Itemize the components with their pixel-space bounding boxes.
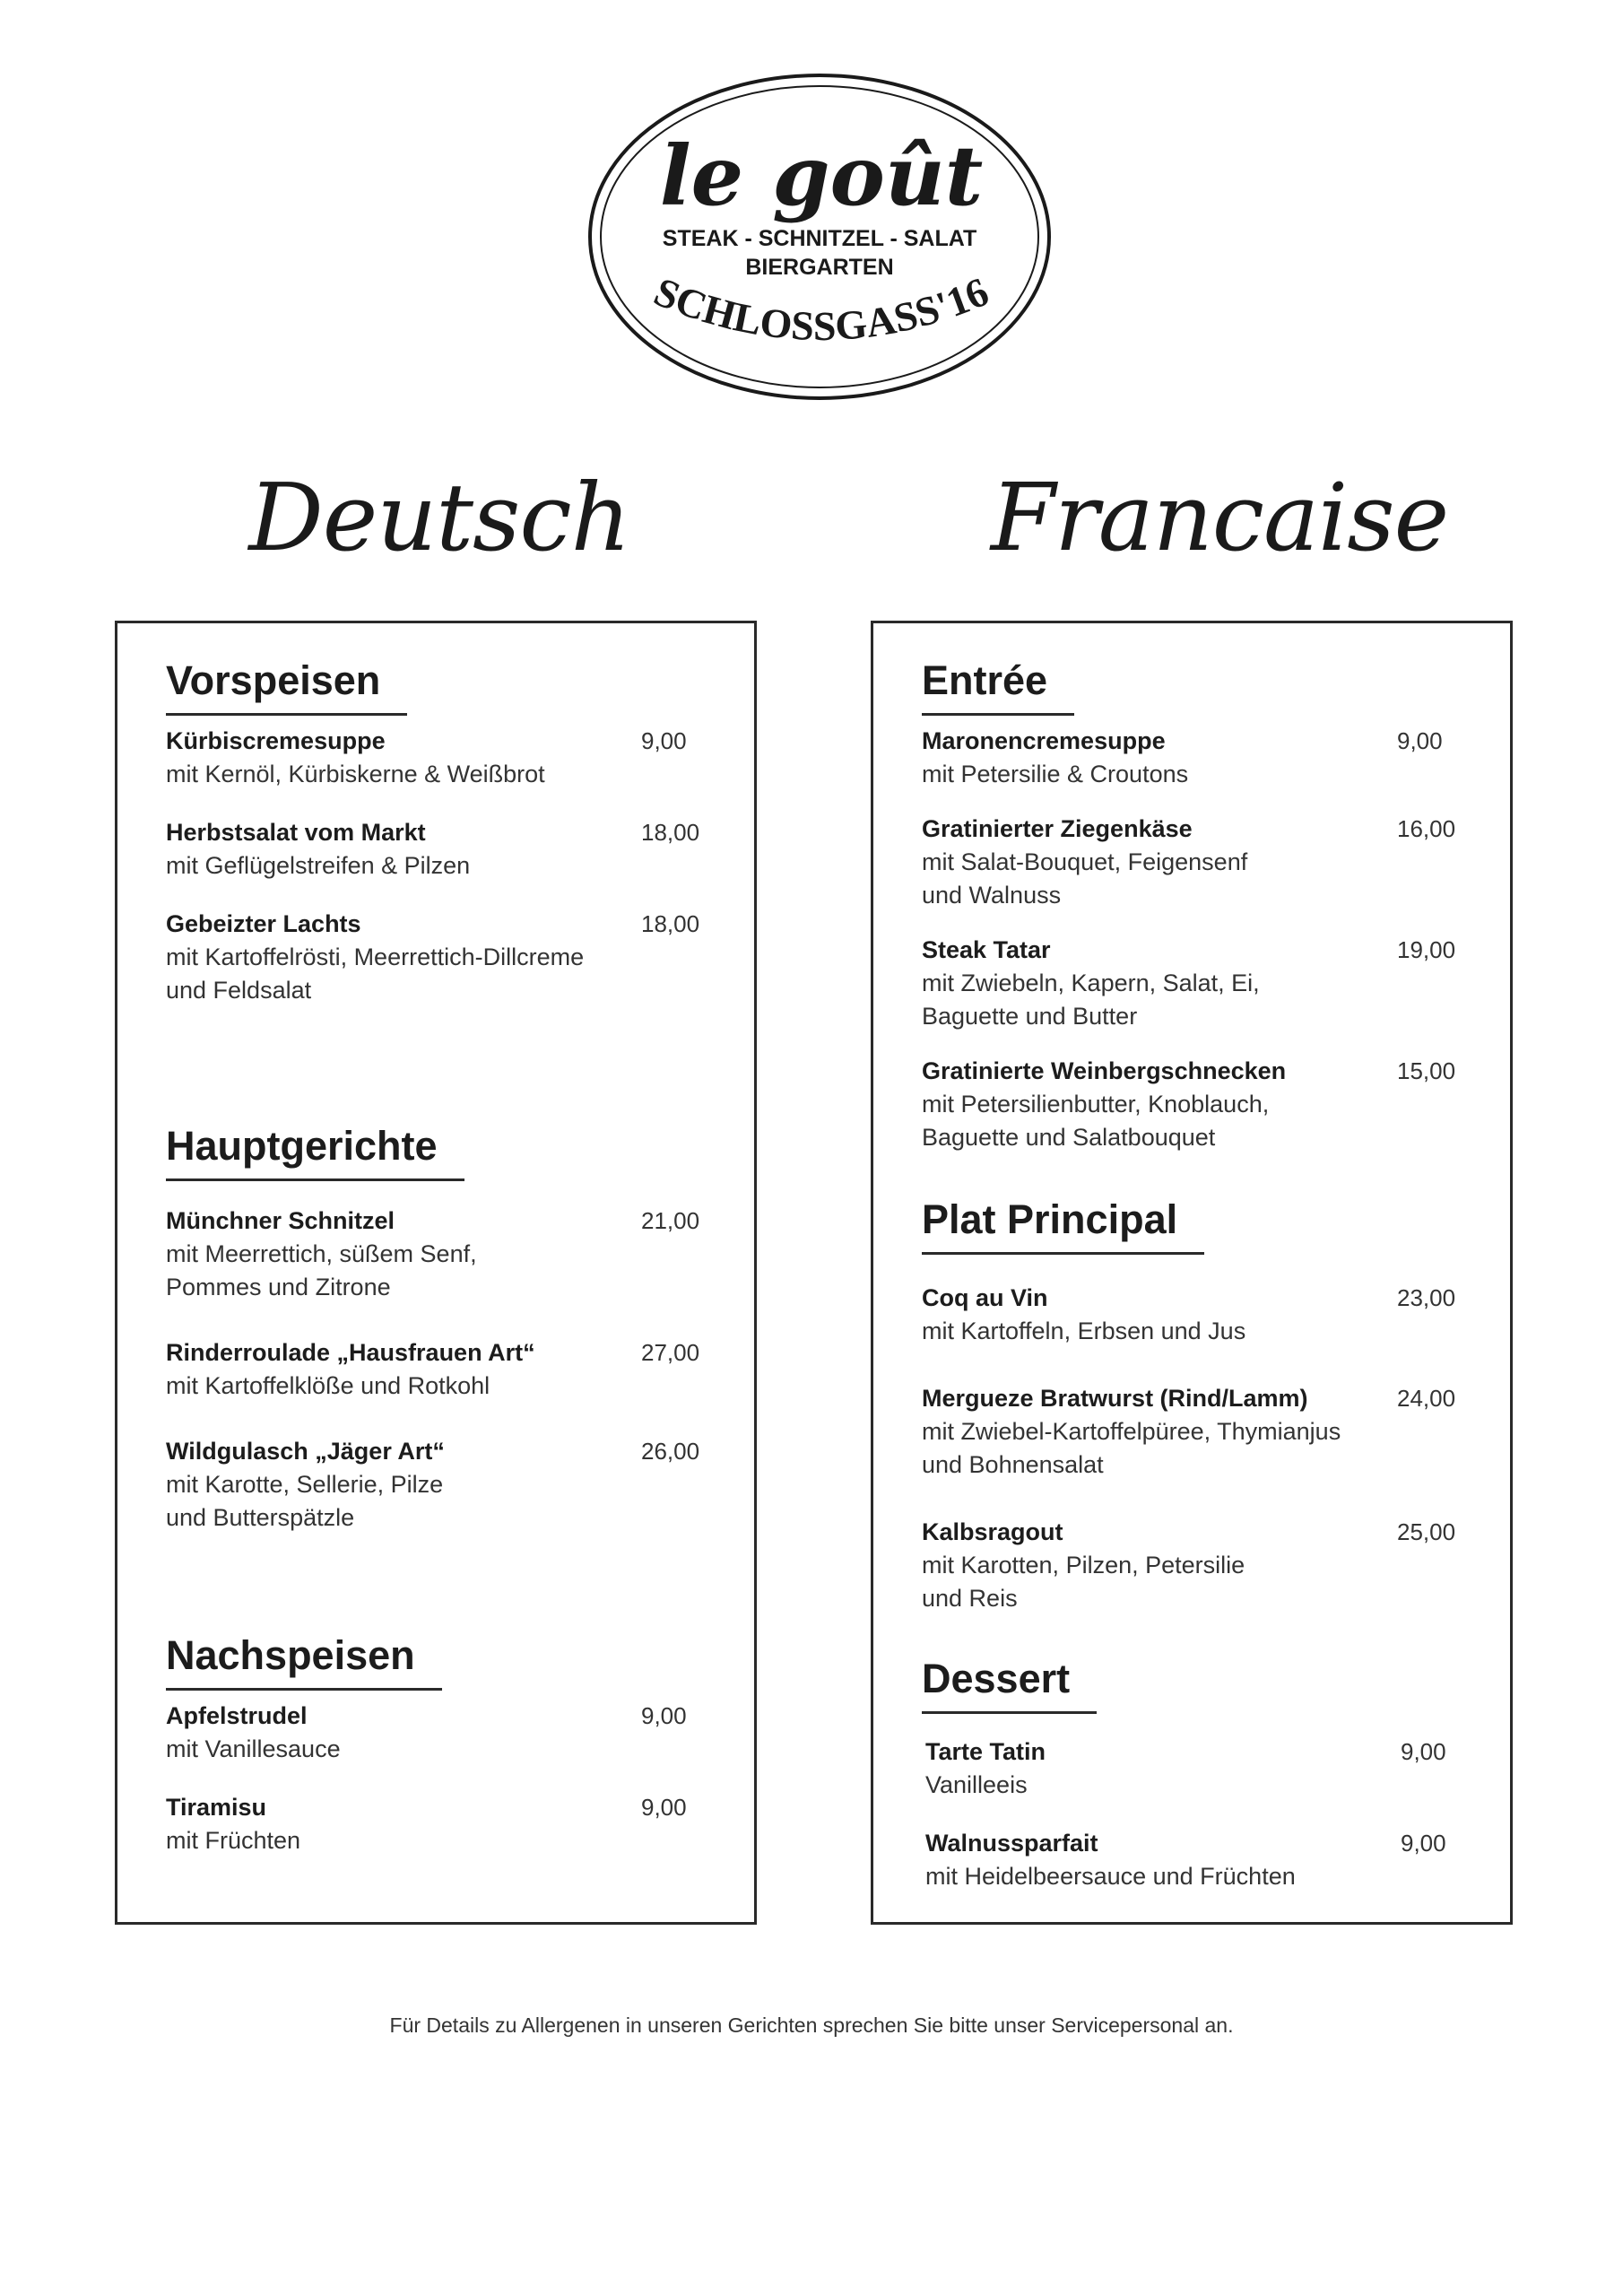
menu-item (166, 816, 727, 883)
dish-name: Apfelstrudel (166, 1702, 308, 1729)
section-title: Entrée (922, 654, 1074, 716)
section-hauptgerichte (166, 1119, 727, 1535)
dish-price: 25,00 (1397, 1518, 1456, 1545)
dish-price: 9,00 (1401, 1738, 1446, 1765)
section-title: Hauptgerichte (166, 1119, 464, 1181)
dish-description: mit Früchten (166, 1827, 301, 1854)
dish-description: mit Heidelbeersauce und Früchten (925, 1863, 1296, 1890)
dish-price: 18,00 (641, 819, 700, 846)
dish-name: Tiramisu (166, 1794, 267, 1821)
dish-description: mit Kartoffeln, Erbsen und Jus (922, 1318, 1246, 1344)
dish-price: 19,00 (1397, 936, 1456, 963)
menu-item (925, 1827, 1483, 1893)
restaurant-logo (586, 70, 1053, 404)
dish-description: mit Geflügelstreifen & Pilzen (166, 852, 471, 879)
dish-name: Maronencremesuppe (922, 727, 1166, 754)
section-vorspeisen (166, 654, 727, 1007)
section-nachspeisen (166, 1629, 727, 1857)
menu-item (925, 1735, 1483, 1802)
section-dessert (922, 1652, 1483, 1893)
dish-price: 26,00 (641, 1438, 700, 1465)
dish-name: Kalbsragout (922, 1518, 1063, 1545)
menu-panel-francaise (871, 621, 1513, 1925)
dish-description: Vanilleeis (925, 1771, 1028, 1798)
section-title: Vorspeisen (166, 654, 407, 716)
language-heading-deutsch: Deutsch (248, 463, 630, 572)
menu-item (166, 1435, 727, 1535)
dish-name: Mergueze Bratwurst (Rind/Lamm) (922, 1385, 1308, 1412)
dish-price: 9,00 (641, 1702, 687, 1729)
dish-price: 9,00 (641, 1794, 687, 1821)
menu-item (922, 1282, 1483, 1348)
dish-name: Walnussparfait (925, 1830, 1098, 1857)
dish-name: Tarte Tatin (925, 1738, 1046, 1765)
section-title: Dessert (922, 1652, 1097, 1714)
language-heading-francaise: Francaise (990, 463, 1449, 572)
dish-price: 9,00 (1401, 1830, 1446, 1857)
dish-description: mit Kartoffelrösti, Meerrettich-Dillcreme und Feldsalat (166, 944, 585, 1004)
menu-item (166, 1700, 727, 1766)
dish-description: mit Meerrettich, süßem Senf, Pommes und Zitrone (166, 1240, 477, 1300)
dish-price: 18,00 (641, 910, 700, 937)
section-title: Nachspeisen (166, 1629, 442, 1691)
section-plat-principal (922, 1193, 1483, 1615)
section-title: Plat Principal (922, 1193, 1204, 1255)
dish-name: Gratinierte Weinbergschnecken (922, 1057, 1287, 1084)
dish-name: Gratinierter Ziegenkäse (922, 815, 1193, 842)
menu-item (166, 1336, 727, 1403)
menu-item (922, 1382, 1483, 1482)
dish-price: 9,00 (1397, 727, 1443, 754)
dish-description: mit Zwiebeln, Kapern, Salat, Ei, Baguette und Butter (922, 970, 1260, 1030)
logo-place: SCHLOSSGASS'16 (647, 268, 995, 350)
dish-price: 16,00 (1397, 815, 1456, 842)
dish-description: mit Zwiebel-Kartoffelpüree, Thymianjus und Bohnensalat (922, 1418, 1341, 1478)
dish-name: Rinderroulade „Hausfrauen Art“ (166, 1339, 535, 1366)
dish-description: mit Karotten, Pilzen, Petersilie und Reis (922, 1552, 1245, 1612)
dish-description: mit Vanillesauce (166, 1735, 341, 1762)
menu-item (922, 813, 1483, 912)
dish-name: Gebeizter Lachts (166, 910, 361, 937)
dish-description: mit Kernöl, Kürbiskerne & Weißbrot (166, 761, 545, 787)
dish-price: 15,00 (1397, 1057, 1456, 1084)
dish-name: Coq au Vin (922, 1284, 1048, 1311)
menu-item (166, 725, 727, 791)
dish-price: 27,00 (641, 1339, 700, 1366)
menu-item (922, 1516, 1483, 1615)
menu-item (922, 725, 1483, 791)
logo-tagline-2: BIERGARTEN (745, 255, 894, 280)
dish-name: Herbstsalat vom Markt (166, 819, 426, 846)
dish-description: mit Karotte, Sellerie, Pilze und Butterspätzle (166, 1471, 444, 1531)
menu-item (922, 934, 1483, 1033)
logo-tagline-1: STEAK - SCHNITZEL - SALAT (662, 226, 977, 251)
menu-item (166, 1791, 727, 1857)
menu-panel-deutsch (115, 621, 757, 1925)
dish-price: 21,00 (641, 1207, 700, 1234)
dish-price: 23,00 (1397, 1284, 1456, 1311)
dish-description: mit Salat-Bouquet, Feigensenf und Walnuss (922, 848, 1248, 909)
menu-item (166, 1205, 727, 1304)
menu-item (166, 908, 727, 1007)
logo-name: le goût (659, 127, 984, 224)
dish-name: Steak Tatar (922, 936, 1051, 963)
dish-name: Kürbiscremesuppe (166, 727, 386, 754)
menu-item (922, 1055, 1483, 1154)
allergen-footnote: Für Details zu Allergenen in unseren Gerichten sprechen Sie bitte unser Servicepersonal an. (389, 2013, 1234, 2037)
section-entree (922, 654, 1483, 1154)
dish-price: 24,00 (1397, 1385, 1456, 1412)
dish-name: Wildgulasch „Jäger Art“ (166, 1438, 445, 1465)
dish-price: 9,00 (641, 727, 687, 754)
dish-name: Münchner Schnitzel (166, 1207, 395, 1234)
dish-description: mit Petersilienbutter, Knoblauch, Baguette und Salatbouquet (922, 1091, 1270, 1151)
dish-description: mit Kartoffelklöße und Rotkohl (166, 1372, 490, 1399)
dish-description: mit Petersilie & Croutons (922, 761, 1189, 787)
